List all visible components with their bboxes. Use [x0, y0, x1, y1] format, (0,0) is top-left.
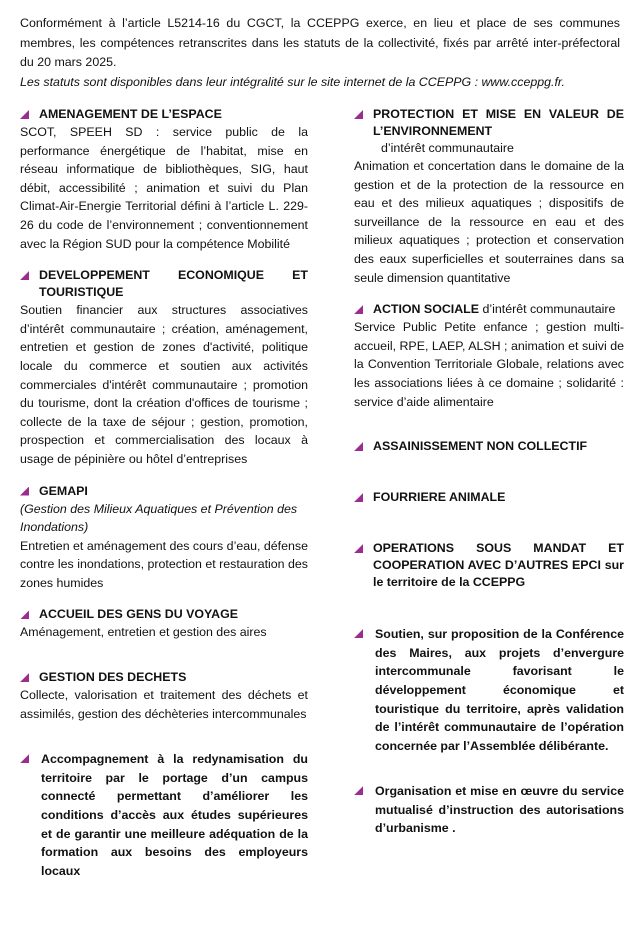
section-fourriere-animale	[354, 489, 624, 506]
section-body: Soutien financier aux structures associatives d’intérêt communautaire ; création, aménagement, entretien et gestion de zones d'activité, politique locale du commerce et soutien aux activités commerciales d'intérêt communautaire ; promotion du tourisme, dont la création d'offices de tourisme ; collecte de la taxe de séjour ; gestion, promotion, prospection et commercialisation des locaux à usage de pépinière ou hôtel d’entreprises	[20, 303, 308, 466]
section-body: Aménagement, entretien et gestion des aires	[20, 625, 267, 640]
paragraph-text: Soutien, sur proposition de la Conférence des Maires, aux projets d’envergure intercommunale favorisant le développement économique et touristique du territoire, après validation de l’intérêt communautaire de l’opération concernée par l’Assemblée délibérante.	[375, 627, 624, 753]
section-heading-line	[354, 301, 624, 318]
section-gestion-des-dechets	[20, 669, 308, 723]
paragraph-accompagnement-campus-connecte	[20, 750, 308, 880]
intro-paragraph: Conformément à l’article L5214-16 du CGCT, la CCEPPG exerce, en lieu et place de ses communes membres, les compétences retranscrites dans les statuts de la collectivité, fixés par arrêté inter-préfectoral du 20 mars 2025.	[20, 16, 620, 69]
paragraph-organisation-service-mutualise	[354, 782, 624, 838]
section-body: Animation et concertation dans le domaine de la gestion et de la protection de la ressource en eau et des milieux aquatiques ; dispositifs de surveillance de la ressource en eau et des milieux aquatiques ; protection et conservation des eaux superficielles et souterraines dans sa seule dimension quantitative	[354, 159, 624, 285]
section-heading: GEMAPI	[39, 483, 88, 498]
section-body: Collecte, valorisation et traitement des déchets et assimilés, gestion des déchèteries intercommunales	[20, 688, 308, 721]
right-column	[354, 106, 624, 855]
section-heading: ASSAINISSEMENT NON COLLECTIF	[373, 439, 588, 454]
section-heading: OPERATIONS SOUS MANDAT ET COOPERATION AVEC D’AUTRES EPCI	[373, 541, 624, 573]
section-body: Entretien et aménagement des cours d’eau, défense contre les inondations, protection et restauration des zones humides	[20, 538, 308, 590]
section-operations-sous-mandat-et-cooperation	[354, 540, 624, 591]
section-heading-suffix: sur le territoire de la CCEPPG	[373, 558, 624, 590]
section-gemapi	[20, 483, 308, 593]
section-heading-line	[354, 540, 624, 591]
section-body: Service Public Petite enfance ; gestion multi-accueil, RPE, LAEP, ALSH ; animation et suivi de la Convention Territoriale Globale, relations avec les associations liées à ce domaine ; solidarité : service d’aide alimentaire	[354, 320, 624, 409]
section-heading: AMENAGEMENT DE L’ESPACE	[39, 107, 222, 121]
section-heading: FOURRIERE ANIMALE	[373, 490, 506, 505]
section-action-sociale	[354, 301, 624, 411]
intro-block	[20, 14, 620, 92]
section-heading: ACTION SOCIALE	[373, 302, 480, 317]
section-developpement-economique-et-touristique	[20, 267, 308, 468]
columns-container	[20, 106, 624, 897]
section-assainissement-non-collectif	[354, 438, 624, 455]
intro-italic-note: Les statuts sont disponibles dans leur intégralité sur le site internet de la CCEPPG : www.cceppg.fr.	[20, 74, 565, 89]
section-protection-et-mise-en-valeur-de-lenvironnement	[354, 106, 624, 287]
section-heading: PROTECTION ET MISE EN VALEUR DE L’ENVIRONNEMENT	[373, 107, 624, 138]
paragraph-text: Accompagnement à la redynamisation du territoire par le portage d’un campus connecté permettant d’améliorer les conditions d’accès aux études supérieures et de garantir une meilleure adéquation de la formation aux besoins des employeurs locaux	[41, 752, 308, 878]
section-heading: DEVELOPPEMENT ECONOMIQUE ET TOURISTIQUE	[39, 268, 308, 300]
section-body: SCOT, SPEEH SD : service public de la performance énergétique de l’habitat, mise en réseau informatique de bibliothèques, SIG, haut débit, accessibilité ; animation et suivi du Plan Climat-Air-Energie Territorial défini à l’article L. 229-26 du code de l’environnement ; conventionnement avec la Région SUD pour la compétence Mobilité	[20, 125, 308, 251]
section-heading-suffix: d’intérêt communautaire	[479, 302, 616, 317]
paragraph-soutien-projets-envergure	[354, 625, 624, 755]
section-amenagement-de-lespace	[20, 106, 308, 253]
left-column	[20, 106, 308, 897]
section-accueil-des-gens-du-voyage	[20, 606, 308, 642]
paragraph-text: Organisation et mise en œuvre du service mutualisé d’instruction des autorisations d’urbanisme .	[375, 784, 624, 836]
section-subtitle-italic: (Gestion des Milieux Aquatiques et Prévention des Inondations)	[20, 501, 298, 535]
section-heading: ACCUEIL DES GENS DU VOYAGE	[39, 607, 238, 622]
section-heading: GESTION DES DECHETS	[39, 670, 187, 685]
section-subline: d’intérêt communautaire	[381, 141, 514, 155]
